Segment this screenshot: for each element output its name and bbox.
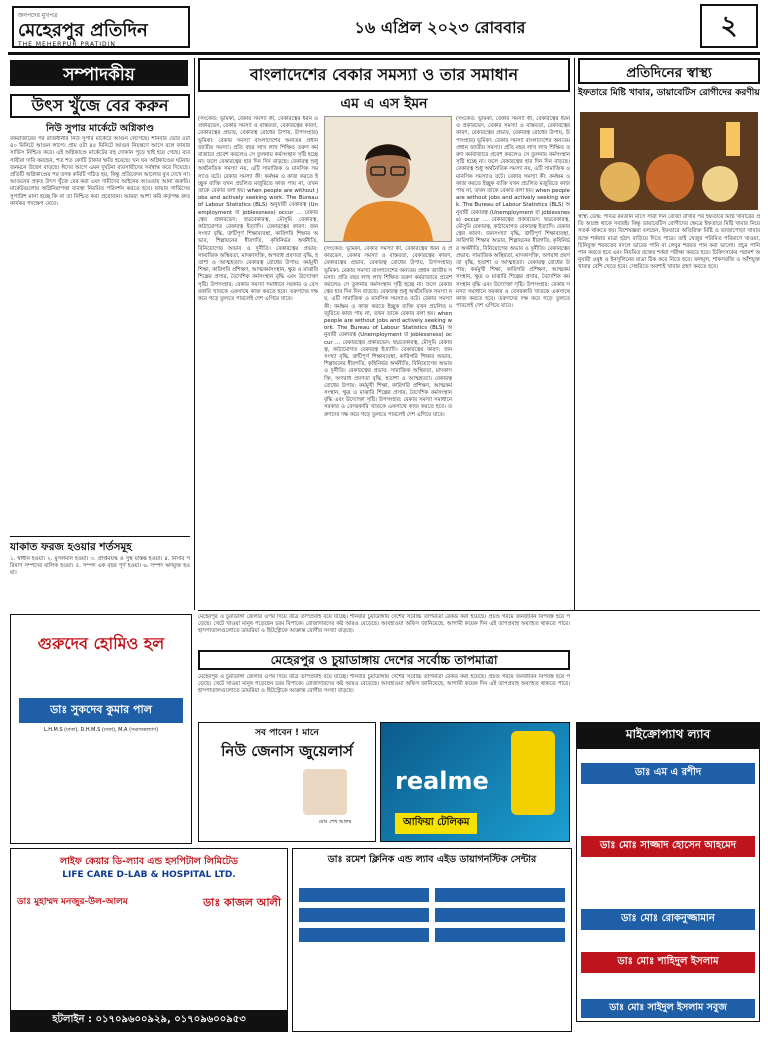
masthead-title: মেহেরপুর প্রতিদিন (18, 20, 148, 41)
ramesh-name: ডাঃ রমেশ ক্লিনিক এন্ড ল্যাব এইড ডায়াগনস্টিক সেন্টার (327, 854, 537, 865)
ad-realme (380, 722, 570, 842)
doctor-badge (435, 928, 565, 942)
lifecare-doctor-1: ডাঃ মুহাম্মদ মনজুর-উল-আলম (17, 897, 128, 907)
micropath-title: মাইক্রোপ্যাথ ল্যাব (577, 723, 759, 749)
doctor-badge (299, 928, 429, 942)
lifecare-english: LIFE CARE D-LAB & HOSPITAL LTD. (62, 870, 236, 880)
doctor-badge (299, 888, 429, 902)
homeo-doctor: ডাঃ সুকদেব কুমার পাল (19, 698, 183, 723)
micro-doctor-2: ডাঃ মোঃ সাজ্জাদ হোসেন আহমেদ (581, 836, 755, 857)
divider (10, 536, 190, 537)
micro-doctor-1: ডাঃ এম এ রশীদ (581, 763, 755, 784)
author-photo (324, 116, 452, 242)
editorial-subhead: নিউ সুপার মার্কেটে অগ্নিকাণ্ড (45, 123, 154, 134)
zakat-body: ১. স্বাধীন হওয়া। ২. মুসলমান হওয়া। ৩. প্রাপ্তবয়স্ক ও সুস্থ মস্তিষ্ক হওয়া। ৪. নিসাব পরিমাণ সম্পদের মালিক হওয়া। ৫. সম্পদ এক বছর পূর্ণ হওয়া। ৬. সম্পদ ঋণমুক্ত হওয়া। (10, 556, 190, 577)
author-portrait-icon (325, 117, 451, 241)
page-number: ২ (700, 4, 758, 48)
micro-doctor-3: ডাঃ মোঃ রোকনুজ্জামান (581, 909, 755, 930)
masthead-english: THE MEHERPUR PRATIDIN (18, 41, 116, 48)
lifecare-doctor-2: ডাঃ কাজল আলী (203, 896, 281, 909)
ad-ramesh-clinic (292, 848, 572, 1032)
column-divider (194, 58, 195, 610)
column-divider (574, 58, 575, 610)
health-section-title: প্রতিদিনের স্বাস্থ্য (578, 58, 760, 84)
main-body-col3: (সংকেত: ভূমিকা, বেকার সমস্যা কী, বেকারত্বের ধরন ও প্রকারভেদ, বেকার সমস্যা ও বাস্তবতা, বেকারত্বের কারণ, বেকারত্বের প্রভাব, বেকারত্ব রোধের উপায়, উপসংহার) ভূমিকা: বেকার সমস্যা বাংলাদেশের অন্যতম প্রধান জাতীয় সমস্যা। প্রতি বছর লাখ লাখ শিক্ষিত তরুণ কর্মবাজারে প্রবেশ করলেও সে তুলনায় কর্মসংস্থান সৃষ্টি হচ্ছে না। ফলে বেকারত্বের হার দিন দিন বাড়ছে। বেকারত্ব শুধু অর্থনৈতিক সমস্যা নয়, এটি সামাজিক ও মানসিক সমস্যাও বটে। বেকার সমস্যা কী: কর্মক্ষম ও কাজ করতে ইচ্ছুক ব্যক্তি যখন প্রচলিত মজুরিতে কাজ পায় না, তখন তাকে বেকার বলা হয়। when people are without jobs and actively seeking work. The Bureau of Labour Statistics (BLS) অনুযায়ী বেকারত্ব (Unemployment বা joblessness) occur ... বেকারত্বের প্রকারভেদ: ছদ্মবেকারত্ব, মৌসুমি বেকারত্ব, কাঠামোগত বেকারত্ব ইত্যাদি। বেকারত্বের কারণ: জনসংখ্যা বৃদ্ধি, ত্রুটিপূর্ণ শিক্ষাব্যবস্থা, কারিগরি শিক্ষার অভাব, শিল্পায়নের ধীরগতি, কৃষিনির্ভর অর্থনীতি, বিনিয়োগের অভাব ও দুর্নীতি। বেকারত্বের প্রভাব: সামাজিক অস্থিরতা, মাদকাসক্তি, অপরাধ প্রবণতা বৃদ্ধি, হতাশা ও আত্মহত্যা। বেকারত্ব রোধের উপায়: কর্মমুখী শিক্ষা, কারিগরি প্রশিক্ষণ, আত্মকর্মসংস্থান, ক্ষুদ্র ও মাঝারি শিল্পের প্রসার, বৈদেশিক কর্মসংস্থান বৃদ্ধি এবং উদ্যোক্তা সৃষ্টি। উপসংহার: বেকার সমস্যা সমাধানে সরকার ও বেসরকারি খাতকে একসাথে কাজ করতে হবে। তরুণদের দক্ষ করে গড়ে তুলতে পারলেই দেশ এগিয়ে যাবে। (456, 116, 570, 310)
editorial-headline: উৎস খুঁজে বের করুন (10, 94, 190, 118)
masthead (12, 6, 190, 48)
editorial-section-title: সম্পাদকীয় (10, 60, 188, 86)
realme-store: আফিয়া টেলিকম (395, 813, 477, 834)
homeo-name: গুরুদেব হোমিও হল (37, 634, 165, 653)
lifecare-name: লাইফ কেয়ার ডি-ল্যাব এন্ড হসপিটাল লিমিটেড (60, 856, 238, 867)
phone-icon (511, 731, 555, 815)
iftar-photo (580, 112, 758, 210)
health-headline: ইফতারে মিষ্টি খাবার, ডায়াবেটিস রোগীদের করণীয় (578, 88, 760, 98)
jewellers-banner: সব পাবেন ! মানে (255, 728, 319, 738)
masthead-tagline: জনপদের মুখপত্র (18, 12, 58, 19)
homeo-degree: L.H.M.S (ঢাকা), D.H.M.S (ঢাকা), M.A (সমাজকল্যাণ) (43, 727, 159, 733)
second-story-headline: মেহেরপুর ও চুয়াডাঙ্গায় দেশের সর্বোচ্চ তাপমাত্রা (198, 650, 570, 670)
jewellers-owner: মোঃ শেখ আলম (318, 819, 352, 825)
lifecare-hotline: হটলাইন : ০১৭০৯৬০০৯২৯, ০১৭০৯৬০০৯৫৩ (11, 1010, 287, 1031)
divider (198, 610, 760, 611)
micro-doctor-5: ডাঃ মোঃ সাইদুল ইসলাম সবুজ (581, 999, 755, 1018)
main-headline: বাংলাদেশের বেকার সমস্যা ও তার সমাধান (198, 58, 570, 92)
micro-doctor-4: ডাঃ মোঃ শাহিদুল ইসলাম (581, 952, 755, 973)
ad-micropath-lab (576, 722, 760, 1022)
doctor-badge (435, 888, 565, 902)
main-author: এম এ এস ইমন (286, 94, 482, 114)
main-body-col2: (সংকেত: ভূমিকা, বেকার সমস্যা কী, বেকারত্বের ধরন ও প্রকারভেদ, বেকার সমস্যা ও বাস্তবতা, বেকারত্বের কারণ, বেকারত্বের প্রভাব, বেকারত্ব রোধের উপায়, উপসংহার) ভূমিকা: বেকার সমস্যা বাংলাদেশের অন্যতম প্রধান জাতীয় সমস্যা। প্রতি বছর লাখ লাখ শিক্ষিত তরুণ কর্মবাজারে প্রবেশ করলেও সে তুলনায় কর্মসংস্থান সৃষ্টি হচ্ছে না। ফলে বেকারত্বের হার দিন দিন বাড়ছে। বেকারত্ব শুধু অর্থনৈতিক সমস্যা নয়, এটি সামাজিক ও মানসিক সমস্যাও বটে। বেকার সমস্যা কী: কর্মক্ষম ও কাজ করতে ইচ্ছুক ব্যক্তি যখন প্রচলিত মজুরিতে কাজ পায় না, তখন তাকে বেকার বলা হয়। when people are without jobs and actively seeking work. The Bureau of Labour Statistics (BLS) অনুযায়ী বেকারত্ব (Unemployment বা joblessness) occur ... বেকারত্বের প্রকারভেদ: ছদ্মবেকারত্ব, মৌসুমি বেকারত্ব, কাঠামোগত বেকারত্ব ইত্যাদি। বেকারত্বের কারণ: জনসংখ্যা বৃদ্ধি, ত্রুটিপূর্ণ শিক্ষাব্যবস্থা, কারিগরি শিক্ষার অভাব, শিল্পায়নের ধীরগতি, কৃষিনির্ভর অর্থনীতি, বিনিয়োগের অভাব ও দুর্নীতি। বেকারত্বের প্রভাব: সামাজিক অস্থিরতা, মাদকাসক্তি, অপরাধ প্রবণতা বৃদ্ধি, হতাশা ও আত্মহত্যা। বেকারত্ব রোধের উপায়: কর্মমুখী শিক্ষা, কারিগরি প্রশিক্ষণ, আত্মকর্মসংস্থান, ক্ষুদ্র ও মাঝারি শিল্পের প্রসার, বৈদেশিক কর্মসংস্থান বৃদ্ধি এবং উদ্যোক্তা সৃষ্টি। উপসংহার: বেকার সমস্যা সমাধানে সরকার ও বেসরকারি খাতকে একসাথে কাজ করতে হবে। তরুণদের দক্ষ করে গড়ে তুলতে পারলেই দেশ এগিয়ে যাবে। (324, 246, 452, 418)
ad-jewellers (198, 722, 376, 842)
owner-photo (303, 769, 347, 815)
zakat-title: যাকাত ফরজ হওয়ার শর্তসমূহ (10, 541, 132, 553)
ad-gurudev-homeo (10, 614, 192, 844)
health-body: স্বাস্থ্য ডেস্ক: পবিত্র রমজান মাসে সারা দিন রোজা রাখার পর ইফতারে মিষ্টি খাবারের প্রতি আগ্রহ থাকে সবারই। কিন্তু ডায়াবেটিস রোগীদের ক্ষেত্রে ইফতারে মিষ্টি খাবার নিয়ে সতর্ক থাকতে হয়। বিশেষজ্ঞরা বলছেন, ইফতারে অতিরিক্ত মিষ্টি ও ভাজাপোড়া খাবার রক্তে শর্করার মাত্রা হঠাৎ বাড়িয়ে দিতে পারে। তাই খেজুর পরিমিত পরিমাণে খাওয়া, চিনিযুক্ত শরবতের বদলে ডাবের পানি বা লেবুর শরবত পান করা ভালো। প্রচুর পানি পান করতে হবে এবং নিয়মিত রক্তের শর্করা পরীক্ষা করতে হবে। চিকিৎসকের পরামর্শ অনুযায়ী ওষুধ ও ইনসুলিনের মাত্রা ঠিক করে নিতে হবে। ফলমূল, শাকসবজি ও আঁশযুক্ত খাবার বেশি খেতে হবে। সেহরিতে অবশ্যই খাবার গ্রহণ করতে হবে। (578, 214, 760, 271)
ad-lifecare-hospital (10, 848, 288, 1032)
iftar-food-icon (580, 112, 758, 210)
jewellers-name: নিউ জেনাস জুয়েলার্স (221, 742, 353, 760)
main-body-col1: (সংকেত: ভূমিকা, বেকার সমস্যা কী, বেকারত্বের ধরন ও প্রকারভেদ, বেকার সমস্যা ও বাস্তবতা, বেকারত্বের কারণ, বেকারত্বের প্রভাব, বেকারত্ব রোধের উপায়, উপসংহার) ভূমিকা: বেকার সমস্যা বাংলাদেশের অন্যতম প্রধান জাতীয় সমস্যা। প্রতি বছর লাখ লাখ শিক্ষিত তরুণ কর্মবাজারে প্রবেশ করলেও সে তুলনায় কর্মসংস্থান সৃষ্টি হচ্ছে না। ফলে বেকারত্বের হার দিন দিন বাড়ছে। বেকারত্ব শুধু অর্থনৈতিক সমস্যা নয়, এটি সামাজিক ও মানসিক সমস্যাও বটে। বেকার সমস্যা কী: কর্মক্ষম ও কাজ করতে ইচ্ছুক ব্যক্তি যখন প্রচলিত মজুরিতে কাজ পায় না, তখন তাকে বেকার বলা হয়। when people are without jobs and actively seeking work. The Bureau of Labour Statistics (BLS) অনুযায়ী বেকারত্ব (Unemployment বা joblessness) occur ... বেকারত্বের প্রকারভেদ: ছদ্মবেকারত্ব, মৌসুমি বেকারত্ব, কাঠামোগত বেকারত্ব ইত্যাদি। বেকারত্বের কারণ: জনসংখ্যা বৃদ্ধি, ত্রুটিপূর্ণ শিক্ষাব্যবস্থা, কারিগরি শিক্ষার অভাব, শিল্পায়নের ধীরগতি, কৃষিনির্ভর অর্থনীতি, বিনিয়োগের অভাব ও দুর্নীতি। বেকারত্বের প্রভাব: সামাজিক অস্থিরতা, মাদকাসক্তি, অপরাধ প্রবণতা বৃদ্ধি, হতাশা ও আত্মহত্যা। বেকারত্ব রোধের উপায়: কর্মমুখী শিক্ষা, কারিগরি প্রশিক্ষণ, আত্মকর্মসংস্থান, ক্ষুদ্র ও মাঝারি শিল্পের প্রসার, বৈদেশিক কর্মসংস্থান বৃদ্ধি এবং উদ্যোক্তা সৃষ্টি। উপসংহার: বেকার সমস্যা সমাধানে সরকার ও বেসরকারি খাতকে একসাথে কাজ করতে হবে। তরুণদের দক্ষ করে গড়ে তুলতে পারলেই দেশ এগিয়ে যাবে। (198, 116, 318, 303)
realme-brand: realme (395, 767, 489, 795)
second-story-body: মেহেরপুর ও চুয়াডাঙ্গা জেলার ওপর দিয়ে তীব্র তাপপ্রবাহ বয়ে যাচ্ছে। শনিবার চুয়াডাঙ্গায় দেশের সর্বোচ্চ তাপমাত্রা রেকর্ড করা হয়েছে। প্রচণ্ড গরমে জনজীবন বিপর্যস্ত হয়ে পড়েছে। খেটে খাওয়া মানুষ পড়েছেন চরম বিপাকে। রোজাদারদের কষ্ট আরও বেড়েছে। আবহাওয়া অফিস জানিয়েছে, আগামী কয়েক দিন এই তাপপ্রবাহ অব্যাহত থাকতে পারে। হাসপাতালগুলোতে ডায়রিয়া ও হিটস্ট্রোকে আক্রান্ত রোগীর সংখ্যা বাড়ছে। (198, 674, 570, 695)
editorial-body: বকবাজারের পর রাজধানীর নিউ সুপার মার্কেটে আগুন লেগেছে। শনিবার ভোর ৫টা ৪০ মিনিটে আগুন লাগে। প্রায় ৫টা ৪৫ মিনিটে আগুন নিয়ন্ত্রণে আসে বলে ফায়ার সার্ভিস নিশ্চিত করে। এই অগ্নিকাণ্ডে মার্কেটের বহু দোকান পুড়ে ছাই হয়ে গেছে। ব্যবসায়ীরা দাবি করছেন, শত শত কোটি টাকার ক্ষতি হয়েছে। ঘন ঘন অগ্নিকাণ্ডের ঘটনায় জনমনে উদ্বেগ বাড়ছে। ঈদের আগে এমন দুর্ঘটনা ব্যবসায়ীদের সর্বস্বান্ত করে দিয়েছে। প্রতিটি অগ্নিকাণ্ডের পর তদন্ত কমিটি গঠিত হয়, কিন্তু প্রতিবেদন আলোর মুখ দেখে না। আগুনের প্রকৃত উৎস খুঁজে বের করা এবং দায়ীদের আইনের আওতায় আনা জরুরি। মার্কেটগুলোর অগ্নিনিরাপত্তা ব্যবস্থা নিয়মিত পরিদর্শন করতে হবে। ফায়ার সার্ভিসের সুপারিশ মানা হচ্ছে কি না তা নিশ্চিত করা প্রয়োজন। আমরা আশা করি কর্তৃপক্ষ দ্রুত কার্যকর পদক্ষেপ নেবে। (10, 136, 190, 207)
dateline: ১৬ এপ্রিল ২০২৩ রোববার (354, 18, 526, 37)
second-story-intro: মেহেরপুর ও চুয়াডাঙ্গা জেলার ওপর দিয়ে তীব্র তাপপ্রবাহ বয়ে যাচ্ছে। শনিবার চুয়াডাঙ্গায় দেশের সর্বোচ্চ তাপমাত্রা রেকর্ড করা হয়েছে। প্রচণ্ড গরমে জনজীবন বিপর্যস্ত হয়ে পড়েছে। খেটে খাওয়া মানুষ পড়েছেন চরম বিপাকে। রোজাদারদের কষ্ট আরও বেড়েছে। আবহাওয়া অফিস জানিয়েছে, আগামী কয়েক দিন এই তাপপ্রবাহ অব্যাহত থাকতে পারে। হাসপাতালগুলোতে ডায়রিয়া ও হিটস্ট্রোকে আক্রান্ত রোগীর সংখ্যা বাড়ছে। (198, 614, 570, 635)
top-rule (8, 52, 760, 55)
doctor-badge (299, 908, 429, 922)
doctor-badge (435, 908, 565, 922)
